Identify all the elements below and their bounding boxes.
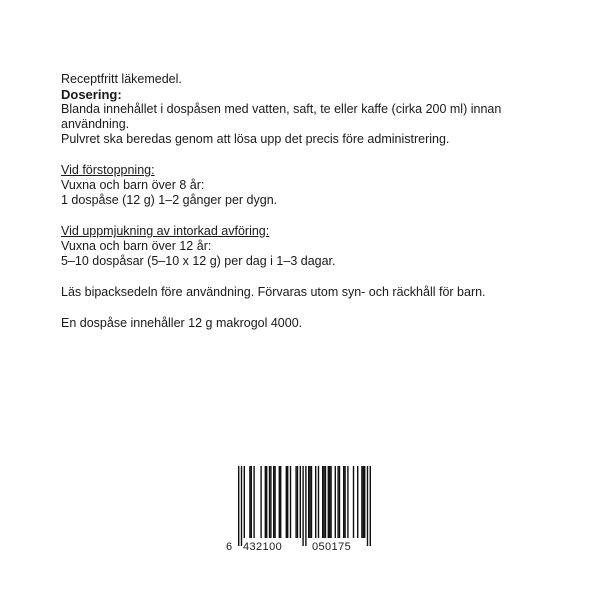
barcode-bar	[353, 466, 354, 538]
content-text: En dospåse innehåller 12 g makrogol 4000.	[61, 316, 303, 330]
warning-text: Läs bipacksedeln före användning. Förvaras utom syn- och räckhåll för barn.	[61, 285, 486, 299]
impaction-audience: Vuxna och barn över 12 år:	[61, 239, 212, 253]
barcode-bar	[280, 466, 281, 538]
barcode-bar	[279, 466, 280, 538]
barcode-bar	[270, 466, 271, 538]
barcode-bar	[344, 466, 345, 538]
impaction-dose: 5–10 dospåsar (5–10 x 12 g) per dag i 1–3 dagar.	[61, 254, 336, 268]
impaction-section	[61, 224, 541, 269]
barcode-bar	[322, 466, 323, 538]
barcode-bar	[343, 466, 344, 538]
barcode-bar	[357, 466, 358, 538]
barcode-bar	[302, 466, 303, 546]
barcode-bar	[309, 466, 310, 538]
barcode-bar	[367, 466, 368, 546]
constipation-section	[61, 163, 541, 208]
label-text	[61, 72, 541, 331]
barcode-bar	[318, 466, 319, 538]
barcode-bar	[315, 466, 316, 538]
barcode-digit-first: 6	[226, 541, 233, 553]
barcode-bar	[241, 466, 242, 546]
barcode-bar	[337, 466, 338, 538]
barcode-bar	[295, 466, 296, 538]
barcode-bar	[339, 466, 340, 538]
barcode-bar	[260, 466, 261, 538]
barcode-bar	[329, 466, 330, 538]
impaction-heading: Vid uppmjukning av intorkad avföring:	[61, 224, 270, 238]
barcode-bar	[323, 466, 324, 538]
barcode-bar	[287, 466, 288, 538]
barcode-bar	[266, 466, 267, 538]
barcode-bar	[286, 466, 287, 538]
barcode-bar	[300, 466, 301, 538]
barcode-bar	[253, 466, 254, 538]
constipation-audience: Vuxna och barn över 8 år:	[61, 178, 205, 192]
barcode-bar	[244, 466, 245, 538]
dosage-section	[61, 87, 541, 147]
otc-notice: Receptfritt läkemedel.	[61, 72, 182, 86]
barcode-bar	[305, 466, 306, 546]
barcode-bar	[274, 466, 275, 538]
barcode-bar	[364, 466, 365, 538]
barcode-bar	[269, 466, 270, 538]
barcode-bar	[325, 466, 326, 538]
barcode-bar	[335, 466, 336, 538]
dosage-preparation: Pulvret ska beredas genom att lösa upp det precis före administrering.	[61, 132, 450, 146]
constipation-dose: 1 dospåse (12 g) 1–2 gånger per dygn.	[61, 193, 278, 207]
dosage-instruction: Blanda innehållet i dospåsen med vatten, saft, te eller kaffe (cirka 200 ml) innan användning.	[61, 102, 502, 131]
barcode-bar	[290, 466, 291, 538]
barcode-bar	[330, 466, 331, 538]
barcode-bar	[311, 466, 312, 538]
barcode-bar	[238, 466, 239, 546]
barcode-bar	[363, 466, 364, 538]
barcode-bar	[308, 466, 309, 538]
barcode-bar	[251, 466, 252, 538]
barcode-bar	[249, 466, 250, 538]
barcode-bar	[328, 466, 329, 538]
constipation-heading: Vid förstoppning:	[61, 163, 155, 177]
dosage-heading: Dosering:	[61, 87, 122, 102]
barcode-bar	[361, 466, 362, 538]
barcode-bar	[370, 466, 371, 546]
barcode-digits-left: 432100	[243, 541, 283, 553]
barcode-bar	[297, 466, 298, 538]
barcode-digits-right: 050175	[312, 541, 352, 553]
barcode-bar	[265, 466, 266, 538]
barcode-bar	[347, 466, 348, 538]
barcode-bar	[273, 466, 274, 538]
